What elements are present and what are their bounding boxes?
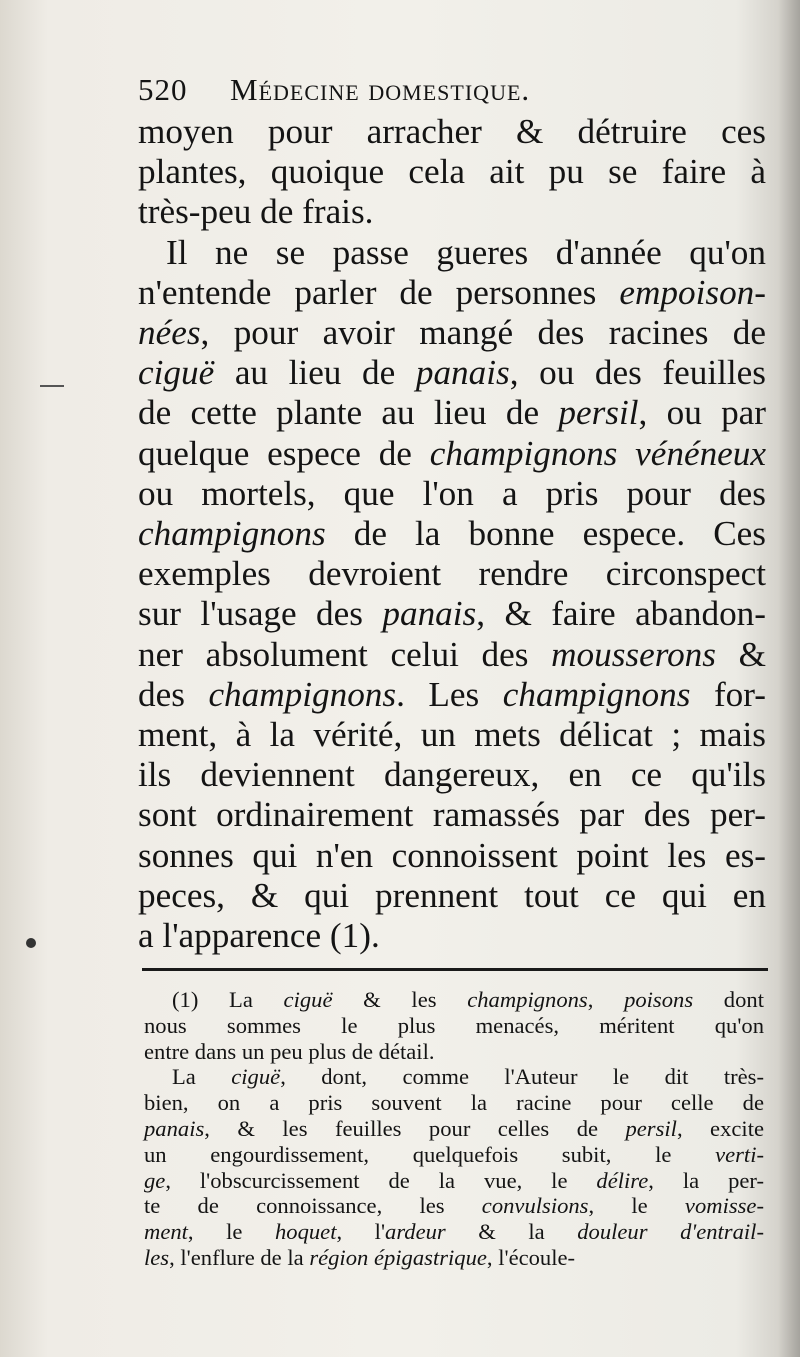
text-line bbox=[138, 876, 766, 916]
text-segment: , l'enflure de la bbox=[169, 1244, 310, 1270]
text-segment: , le bbox=[187, 1219, 275, 1245]
italic-term: nées bbox=[138, 313, 201, 353]
text-segment: La bbox=[172, 1064, 232, 1090]
text-line bbox=[138, 795, 766, 835]
text-line bbox=[138, 554, 766, 594]
text-segment: sur l'usage des bbox=[138, 594, 383, 634]
text-line bbox=[138, 916, 766, 956]
text-segment: for- bbox=[690, 674, 766, 714]
italic-term: ciguë bbox=[283, 987, 333, 1012]
text-segment: , ou des feuilles bbox=[509, 353, 766, 393]
italic-term: poisons bbox=[624, 987, 694, 1012]
text-segment: très-peu de frais. bbox=[138, 192, 374, 232]
footnote-line bbox=[144, 1090, 764, 1116]
text-segment: ner absolument celui des bbox=[138, 634, 552, 674]
text-line bbox=[138, 715, 766, 755]
text-line bbox=[138, 474, 766, 514]
text-segment: de la bonne espece. Ces bbox=[325, 514, 766, 554]
italic-term: ment bbox=[144, 1219, 188, 1245]
text-segment: & bbox=[715, 634, 766, 674]
text-line bbox=[138, 434, 766, 474]
italic-term: panais bbox=[144, 1115, 205, 1141]
text-segment: ment, à la vérité, un mets délicat ; mais bbox=[138, 715, 766, 755]
text-segment: n'entende parler de personnes bbox=[138, 272, 620, 312]
italic-term: champignons bbox=[467, 987, 588, 1012]
italic-term: hoquet bbox=[274, 1219, 337, 1245]
text-line bbox=[138, 353, 766, 393]
italic-term: mousserons bbox=[551, 634, 716, 674]
text-segment: , l'obscurcissement de la vue, le bbox=[165, 1167, 597, 1193]
text-segment: un engourdissement, quelquefois subit, le bbox=[144, 1141, 716, 1167]
text-segment: , pour avoir mangé des racines de bbox=[200, 313, 766, 353]
text-segment: entre dans un peu plus de détail. bbox=[144, 1038, 435, 1064]
text-line bbox=[138, 273, 766, 313]
text-segment: , & faire abandon- bbox=[476, 594, 766, 634]
text-line bbox=[138, 635, 766, 675]
italic-term: verti- bbox=[715, 1141, 764, 1167]
italic-term: champignons vénéneux bbox=[429, 433, 767, 473]
text-segment: , & les feuilles pour celles de bbox=[204, 1115, 626, 1141]
text-segment: (1) La bbox=[172, 987, 284, 1012]
text-segment: , dont, comme l'Auteur le dit très- bbox=[280, 1064, 765, 1090]
text-segment: sont ordinairement ramassés par des per- bbox=[138, 795, 766, 835]
text-line bbox=[138, 152, 766, 192]
text-segment: bien, on a pris souvent la racine pour celle de bbox=[144, 1090, 764, 1116]
italic-term: ardeur bbox=[385, 1219, 446, 1245]
footnote-line bbox=[144, 1039, 764, 1065]
text-line bbox=[138, 836, 766, 876]
text-segment: & les bbox=[332, 987, 468, 1012]
page-number: 520 bbox=[138, 72, 188, 107]
text-segment: , ou par bbox=[638, 393, 766, 433]
footnote-line bbox=[144, 1168, 764, 1194]
text-line bbox=[138, 594, 766, 634]
text-line bbox=[138, 675, 766, 715]
text-segment: . Les bbox=[396, 674, 503, 714]
text-segment: , le bbox=[588, 1193, 685, 1219]
text-line bbox=[138, 514, 766, 554]
footnote-line bbox=[144, 987, 764, 1013]
text-segment: , l' bbox=[336, 1219, 386, 1245]
margin-mark bbox=[40, 385, 64, 387]
italic-term: panais bbox=[382, 594, 477, 634]
text-segment: quelque espece de bbox=[138, 433, 430, 473]
italic-term: empoison- bbox=[619, 272, 766, 312]
text-segment: te de connoissance, les bbox=[144, 1193, 482, 1219]
text-segment: des bbox=[138, 674, 209, 714]
main-text bbox=[138, 112, 766, 956]
italic-term: convulsions bbox=[481, 1193, 589, 1219]
text-segment: & la bbox=[445, 1219, 578, 1245]
text-segment: Il ne se passe gueres d'année qu'on bbox=[166, 232, 766, 272]
footnote-line bbox=[144, 1116, 764, 1142]
footnote-line bbox=[144, 1013, 764, 1039]
italic-term: ge bbox=[144, 1167, 166, 1193]
text-segment: de cette plante au lieu de bbox=[138, 393, 559, 433]
text-segment: sonnes qui n'en connoissent point les es- bbox=[138, 835, 766, 875]
italic-term: persil bbox=[558, 393, 639, 433]
italic-term: délire bbox=[596, 1167, 649, 1193]
text-line bbox=[138, 192, 766, 232]
ink-smudge bbox=[26, 938, 36, 948]
text-segment: , bbox=[587, 987, 625, 1012]
italic-term: vomisse- bbox=[684, 1193, 764, 1219]
text-line bbox=[138, 313, 766, 353]
text-segment: exemples devroient rendre circonspect bbox=[138, 554, 766, 594]
text-segment: ils deviennent dangereux, en ce qu'ils bbox=[138, 755, 766, 795]
footnote-line bbox=[144, 1064, 764, 1090]
text-segment: , excite bbox=[676, 1115, 764, 1141]
footnote-line bbox=[144, 1219, 764, 1245]
footnote-line bbox=[144, 1245, 764, 1271]
footnote-rule bbox=[142, 968, 768, 971]
text-segment: nous sommes le plus menacés, méritent qu'on bbox=[144, 1012, 764, 1038]
running-header bbox=[138, 72, 778, 112]
text-line bbox=[138, 233, 766, 273]
italic-term: ciguë bbox=[231, 1064, 281, 1090]
text-segment: , l'écoule- bbox=[486, 1244, 576, 1270]
text-segment: plantes, quoique cela ait pu se faire à bbox=[138, 152, 766, 192]
text-segment: a l'apparence (1). bbox=[138, 916, 380, 956]
text-line bbox=[138, 112, 766, 152]
italic-term: région épigastrique bbox=[309, 1244, 487, 1270]
italic-term: persil bbox=[625, 1115, 677, 1141]
italic-term: champignons bbox=[138, 514, 326, 554]
text-segment: ou mortels, que l'on a pris pour des bbox=[138, 473, 766, 513]
text-segment: dont bbox=[693, 987, 764, 1012]
running-title: Médecine domestique. bbox=[230, 72, 531, 107]
italic-term: les bbox=[144, 1244, 170, 1270]
text-segment: , la per- bbox=[648, 1167, 764, 1193]
italic-term: douleur d'entrail- bbox=[577, 1219, 764, 1245]
text-line bbox=[138, 393, 766, 433]
text-segment: peces, & qui prennent tout ce qui en bbox=[138, 875, 766, 915]
italic-term: champignons bbox=[208, 674, 397, 714]
italic-term: champignons bbox=[502, 674, 691, 714]
text-segment: au lieu de bbox=[214, 353, 416, 393]
italic-term: panais bbox=[415, 353, 510, 393]
page-edge-shadow bbox=[778, 0, 800, 1357]
footnote-line bbox=[144, 1193, 764, 1219]
footnote-line bbox=[144, 1142, 764, 1168]
text-segment: moyen pour arracher & détruire ces bbox=[138, 112, 766, 151]
text-line bbox=[138, 755, 766, 795]
footnote-text bbox=[144, 987, 764, 1271]
italic-term: ciguë bbox=[138, 353, 215, 393]
